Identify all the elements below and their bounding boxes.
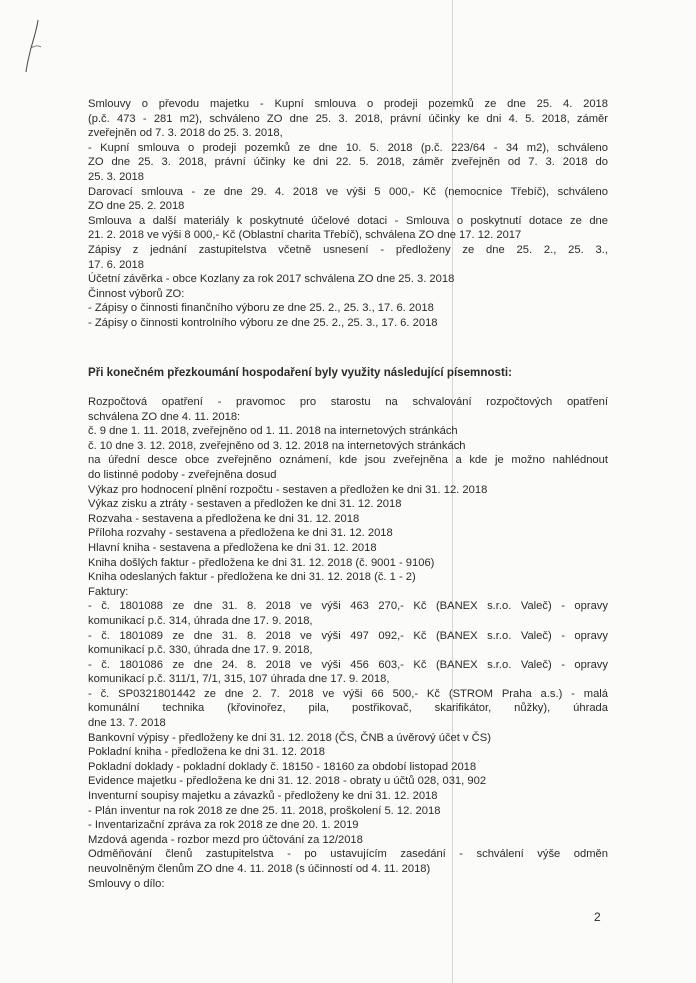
text-line: - Zápisy o činnosti finančního výboru ze dne 25. 2., 25. 3., 17. 6. 2018 (88, 302, 434, 315)
text-line: Smlouvy o převodu majetku - Kupní smlouva o prodeji pozemků ze dne 25. 4. 2018 (88, 98, 608, 110)
text-line: - č. 1801088 ze dne 31. 8. 2018 ve výši 463 270,- Kč (BANEX s.r.o. Valeč) - opravy (88, 600, 608, 613)
text-line: č. 9 dne 1. 11. 2018, zveřejněno od 1. 11. 2018 na internetových stránkách (88, 425, 458, 438)
text-line: do listinné podoby - zveřejněna dosud (88, 468, 277, 481)
text-line: (p.č. 473 - 281 m2), schváleno ZO dne 25. 3. 2018, právní účinky ke dni 4. 5. 2018, záměr (88, 112, 608, 125)
text-line: Smlouva a další materiály k poskytnuté účelové dotaci - Smlouva o poskytnutí dotace ze dne (88, 214, 608, 227)
text-line: Faktury: (88, 585, 129, 598)
text-line: Darovací smlouva - ze dne 29. 4. 2018 ve výši 5 000,- Kč (nemocnice Třebíč), schváleno (88, 185, 608, 198)
text-line: Výkaz zisku a ztráty - sestaven a předložen ke dni 31. 12. 2018 (88, 498, 402, 511)
text-line: - č. 1801089 ze dne 31. 8. 2018 ve výši 497 092,- Kč (BANEX s.r.o. Valeč) - opravy (88, 629, 608, 642)
text-line: - Inventarizační zpráva za rok 2018 ze dne 20. 1. 2019 (88, 819, 359, 832)
contracts-section (88, 97, 608, 331)
text-line: - č. 1801086 ze dne 24. 8. 2018 ve výši 456 603,- Kč (BANEX s.r.o. Valeč) - opravy (88, 658, 608, 671)
page-number: 2 (594, 910, 601, 924)
text-line: komunální technika (křovinořez, pila, postřikovač, skarifikátor, nůžky), úhrada (88, 702, 608, 715)
pen-mark-icon (22, 18, 52, 74)
text-line: Odměňování členů zastupitelstva - po ustavujícím zasedání - schválení výše odměn (88, 848, 608, 861)
text-line: Příloha rozvahy - sestavena a předložena ke dni 31. 12. 2018 (88, 527, 393, 540)
text-line: Inventurní soupisy majetku a závazků - předloženy ke dni 31. 12. 2018 (88, 790, 438, 803)
section-heading: Při konečném přezkoumání hospodaření byly využity následující písemnosti: (88, 366, 512, 379)
text-line: schválena ZO dne 4. 11. 2018: (88, 410, 241, 423)
text-line: - Plán inventur na rok 2018 ze dne 25. 11. 2018, proškolení 5. 12. 2018 (88, 804, 441, 817)
text-line: Účetní závěrka - obce Kozlany za rok 2017 schválena ZO dne 25. 3. 2018 (88, 273, 455, 286)
text-line: Činnost výborů ZO: (88, 287, 185, 300)
text-line: č. 10 dne 3. 12. 2018, zveřejněno od 3. 12. 2018 na internetových stránkách (88, 439, 466, 452)
text-line: 25. 3. 2018 (88, 170, 144, 183)
text-line: - č. SP0321801442 ze dne 2. 7. 2018 ve výši 66 500,- Kč (STROM Praha a.s.) - malá (88, 687, 608, 700)
text-line: Kniha odeslaných faktur - předložena ke dni 31. 12. 2018 (č. 1 - 2) (88, 571, 416, 584)
text-line: Bankovní výpisy - předloženy ke dni 31. 12. 2018 (ČS, ČNB a úvěrový účet v ČS) (88, 731, 491, 744)
text-line: Výkaz pro hodnocení plnění rozpočtu - sestaven a předložen ke dni 31. 12. 2018 (88, 483, 488, 496)
text-line: komunikací p.č. 330, úhrada dne 17. 9. 2018, (88, 644, 313, 657)
documents-list-section (88, 395, 608, 891)
text-line: ZO dne 25. 2. 2018 (88, 200, 185, 213)
text-line: Rozvaha - sestavena a předložena ke dni 31. 12. 2018 (88, 512, 360, 525)
text-line: - Kupní smlouva o prodeji pozemků ze dne 10. 5. 2018 (p.č. 223/64 - 34 m2), schváleno (88, 141, 608, 154)
text-line: dne 13. 7. 2018 (88, 717, 166, 730)
text-line: neuvolněným členům ZO dne 4. 11. 2018 (s účinností od 4. 11. 2018) (88, 863, 431, 875)
text-line: Hlavní kniha - sestavena a předložena ke dni 31. 12. 2018 (88, 541, 377, 554)
text-line: Kniha došlých faktur - předložena ke dni 31. 12. 2018 (č. 9001 - 9106) (88, 556, 435, 569)
text-line: Evidence majetku - předložena ke dni 31. 12. 2018 - obraty u účtů 028, 031, 902 (88, 775, 487, 788)
text-line: zveřejněn od 7. 3. 2018 do 25. 3. 2018, (88, 127, 283, 140)
text-line: Zápisy z jednání zastupitelstva včetně usnesení - předloženy ze dne 25. 2., 25. 3., (88, 243, 608, 256)
text-line: Pokladní doklady - pokladní doklady č. 18150 - 18160 za období listopad 2018 (88, 760, 477, 773)
text-line: 17. 6. 2018 (88, 258, 144, 271)
text-line: na úřední desce obce zveřejněno oznámení, kde jsou zveřejněna a kde je možno nahlédnout (88, 454, 608, 467)
text-line: Mzdová agenda - rozbor mezd pro účtování za 12/2018 (88, 833, 363, 846)
text-line: Pokladní kniha - předložena ke dni 31. 12. 2018 (88, 746, 325, 759)
text-line: 21. 2. 2018 ve výši 8 000,- Kč (Oblastní charita Třebíč), schválena ZO dne 17. 12. 2017 (88, 229, 522, 242)
text-line: komunikací p.č. 311/1, 7/1, 315, 107 úhrada dne 17. 9. 2018, (88, 673, 390, 686)
text-line: Rozpočtová opatření - pravomoc pro starostu na schvalování rozpočtových opatření (88, 396, 608, 408)
text-line: komunikací p.č. 314, úhrada dne 17. 9. 2018, (88, 614, 313, 627)
text-line: Smlouvy o dílo: (88, 877, 165, 890)
text-line: - Zápisy o činnosti kontrolního výboru ze dne 25. 2., 25. 3., 17. 6. 2018 (88, 316, 438, 329)
text-line: ZO dne 25. 3. 2018, právní účinky ke dni 22. 5. 2018, záměr zveřejněn od 7. 3. 2018 do (88, 156, 608, 169)
